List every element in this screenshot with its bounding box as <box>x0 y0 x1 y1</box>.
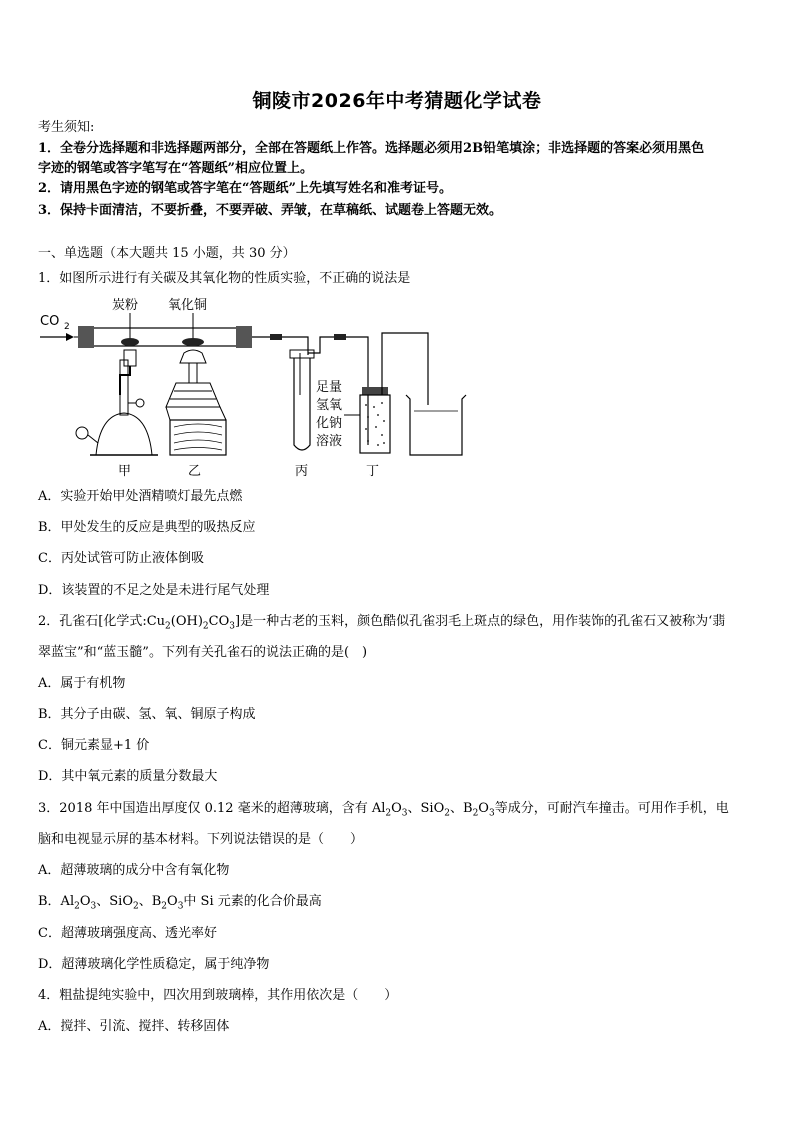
glass-tube <box>90 328 242 346</box>
copper-oxide-sample <box>182 338 204 346</box>
q4-option-a: A．搅拌、引流、搅拌、转移固体 <box>38 1019 230 1034</box>
copper-oxide-label: 氧化铜 <box>168 298 208 313</box>
naoh-label-1: 足量 <box>316 380 343 395</box>
label-jia: 甲 <box>118 464 132 479</box>
q3-option-d: D．超薄玻璃化学性质稳定，属于纯净物 <box>38 957 270 972</box>
section-heading: 一、单选题（本大题共 15 小题，共 30 分） <box>38 246 296 261</box>
notice-heading: 考生须知: <box>38 120 95 135</box>
q1-stem: 1．如图所示进行有关碳及其氧化物的性质实验，不正确的说法是 <box>38 271 411 286</box>
naoh-label-4: 溶液 <box>316 434 343 449</box>
notice-item-2: 2．请用黑色字迹的钢笔或答字笔在“答题纸”上先填写姓名和准考证号。 <box>38 181 453 196</box>
q2-option-b: B．其分子由碳、氢、氧、铜原子构成 <box>38 707 256 722</box>
blowtorch <box>76 350 158 455</box>
q2-option-a: A．属于有机物 <box>38 676 126 691</box>
naoh-label-3: 化钠 <box>316 416 343 431</box>
gas-bottle-ding <box>346 333 428 453</box>
q1-option-c: C．丙处试管可防止液体倒吸 <box>38 551 204 566</box>
q3-option-b: B．$Al_2O_3$、SiO$_2$、$B_2O_3$中 Si 元素的化合价最高 <box>38 894 322 912</box>
carbon-label: 炭粉 <box>112 298 139 313</box>
co2-arrow-icon <box>40 333 74 341</box>
beaker <box>406 395 466 455</box>
q3-option-c: C．超薄玻璃强度高、透光率好 <box>38 926 217 941</box>
q4-stem: 4．粗盐提纯实验中，四次用到玻璃棒，其作用依次是（ ） <box>38 988 398 1003</box>
q2-option-d: D．其中氧元素的质量分数最大 <box>38 769 218 784</box>
q2-option-c: C．铜元素显+1 价 <box>38 738 150 753</box>
co2-label-sub: 2 <box>64 322 70 332</box>
q3-option-a: A．超薄玻璃的成分中含有氧化物 <box>38 863 230 878</box>
notice-item-1: 1．全卷分选择题和非选择题两部分，全部在答题纸上作答。选择题必须用2B铅笔填涂；非选择题的答案必须用黑色 <box>38 141 705 156</box>
q1-option-b: B．甲处发生的反应是典型的吸热反应 <box>38 520 256 535</box>
q1-option-d: D．该装置的不足之处是未进行尾气处理 <box>38 583 270 598</box>
apparatus-diagram <box>38 295 478 485</box>
q1-option-a: A．实验开始甲处酒精喷灯最先点燃 <box>38 489 243 504</box>
left-stopper <box>78 326 94 348</box>
alcohol-lamp <box>166 350 226 455</box>
label-ding: 丁 <box>366 464 380 479</box>
q2-stem-line2: 翠蓝宝”和“蓝玉髓”。下列有关孔雀石的说法正确的是( ) <box>38 645 368 660</box>
right-stopper <box>236 326 252 348</box>
label-bing: 丙 <box>295 464 309 479</box>
co2-label: CO <box>40 314 60 329</box>
q3-stem-line1: 3．2018 年中国造出厚度仅 0.12 毫米的超薄玻璃，含有 $Al_2O_3$、SiO$_2$、$B_2O_3$等成分，可耐汽车撞击。可用作手机，电 <box>38 801 729 819</box>
q2-stem-line1: 2．孔雀石[化学式$:Cu_2(OH)_2CO_3$]是一种古老的玉料，颜色酷似孔雀羽毛上斑点的绿色，用作装饰的孔雀石又被称为‘翡 <box>38 614 726 632</box>
carbon-sample <box>121 338 139 346</box>
naoh-label-2: 氢氧 <box>316 398 343 413</box>
notice-item-1-cont: 字迹的钢笔或答字笔写在“答题纸”相应位置上。 <box>38 161 313 176</box>
q3-stem-line2: 脑和电视显示屏的基本材料。下列说法错误的是（ ） <box>38 832 364 847</box>
page-title: 铜陵市2026年中考猜题化学试卷 <box>252 90 542 112</box>
label-yi: 乙 <box>188 464 202 479</box>
notice-item-3: 3．保持卡面清洁，不要折叠，不要弄破、弄皱，在草稿纸、试题卷上答题无效。 <box>38 203 503 218</box>
